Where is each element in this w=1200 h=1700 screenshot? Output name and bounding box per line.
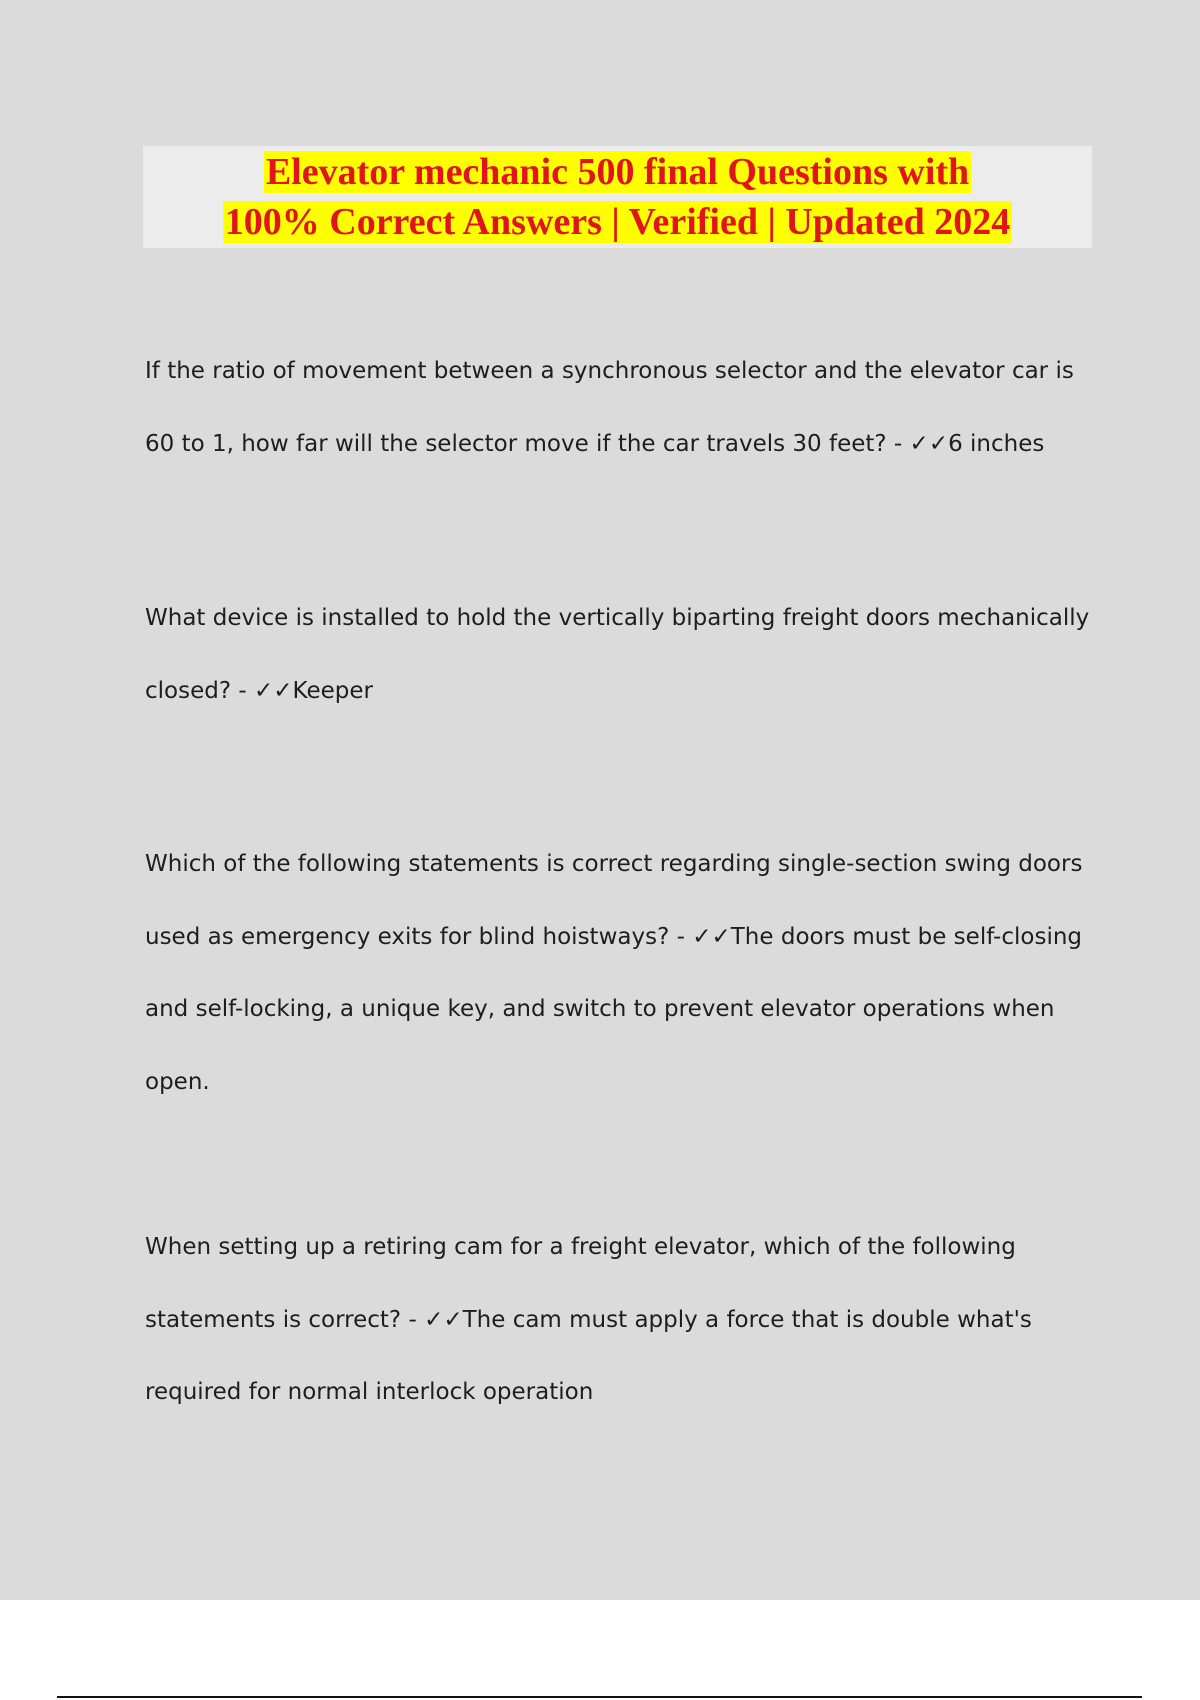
question-text: When setting up a retiring cam for a freight elevator, which of the following statements is correct? - [145, 1234, 1016, 1333]
answer-text: Keeper [292, 677, 373, 704]
answer-text: The doors must be self-closing and self-locking, a unique key, and switch to prevent elevator operations when open. [145, 923, 1083, 1095]
title-line-2 [143, 198, 1092, 246]
question-text: If the ratio of movement between a synchronous selector and the elevator car is 60 to 1, how far will the selector move if the car travels 30 feet? - [145, 358, 1074, 457]
page-footer [0, 1600, 1200, 1700]
footer-divider [57, 1696, 1142, 1698]
answer-text: 6 inches [948, 430, 1045, 457]
title-line-2-text: 100% Correct Answers | Verified | Updated 2024 [224, 201, 1011, 243]
title-line-1 [143, 148, 1092, 196]
document-title [143, 146, 1092, 248]
qa-item-1 [145, 335, 1090, 480]
qa-item-2 [145, 582, 1090, 727]
answer-text: The cam must apply a force that is double what's required for normal interlock operation [145, 1306, 1032, 1405]
question-text: Which of the following statements is correct regarding single-section swing doors used as emergency exits for blind hoistways? - [145, 851, 1083, 950]
question-text: What device is installed to hold the vertically biparting freight doors mechanically closed? - [145, 605, 1090, 704]
checkmark-icon: ✓✓ [253, 677, 293, 704]
checkmark-icon: ✓✓ [692, 923, 731, 950]
qa-item-4 [145, 1211, 1090, 1429]
checkmark-icon: ✓✓ [909, 430, 949, 457]
checkmark-icon: ✓✓ [424, 1306, 463, 1333]
title-line-1-text: Elevator mechanic 500 final Questions with [265, 151, 970, 193]
qa-item-3 [145, 828, 1090, 1118]
